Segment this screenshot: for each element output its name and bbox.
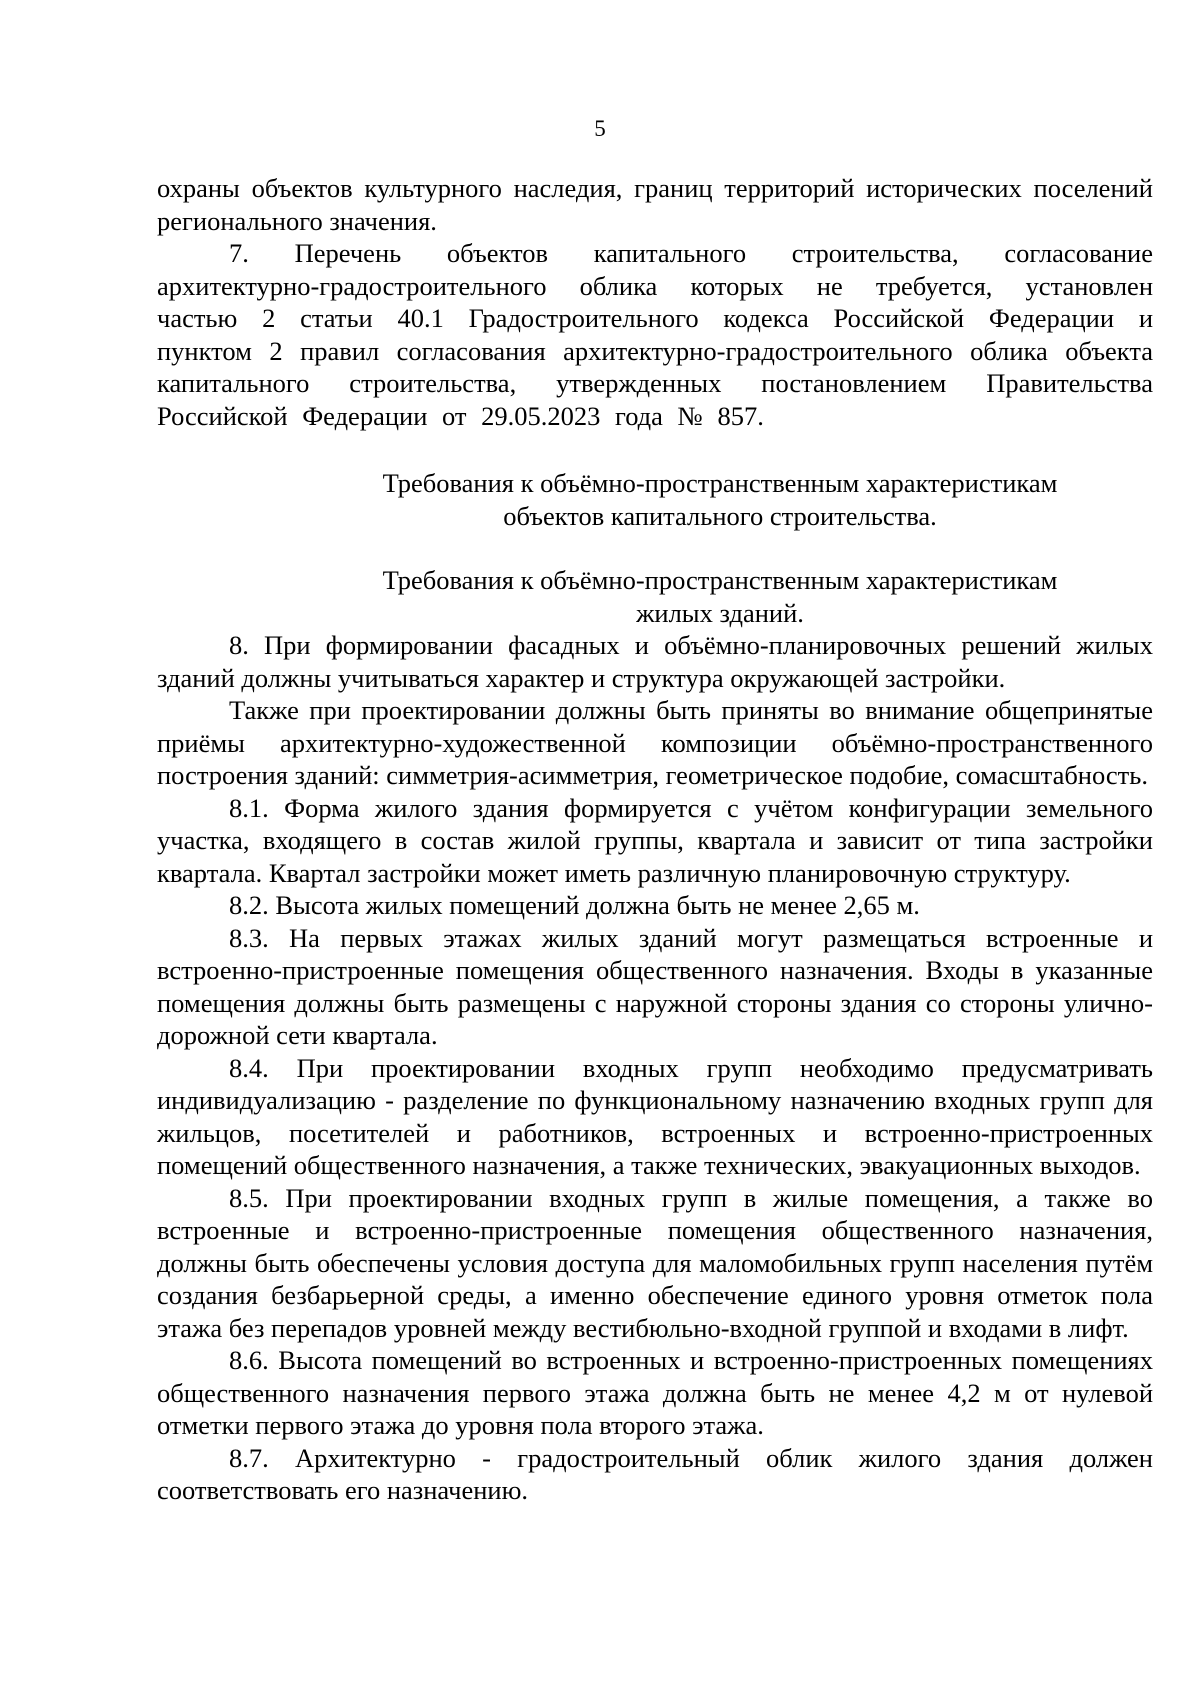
paragraph-item-8-5: 8.5. При проектировании входных групп в жилые помещения, а также во встроенные и встроенно-пристроенные помещения общественного назначения, должны быть обеспечены условия доступа для маломобильных групп населения путём создания безбарьерной среды, а именно обеспечение единого уровня отметок пола этажа без перепадов уровней между вестибюльно-входной группой и входами в лифт. [157,1182,1153,1343]
paragraph-item-8: 8. При формировании фасадных и объёмно-планировочных решений жилых зданий должны учитываться характер и структура окружающей застройки. [157,630,1153,693]
paragraph-item-8-4: 8.4. При проектировании входных групп необходимо предусматривать индивидуализацию - разделение по функциональному назначению входных групп для жильцов, посетителей и работников, встроенных и встроенно-пристроенных помещений общественного назначения, а также технических, эвакуационных выходов. [157,1052,1153,1180]
paragraph-item-8-1: 8.1. Форма жилого здания формируется с учётом конфигурации земельного участка, входящего в состав жилой группы, квартала и зависит от типа застройки квартала. Квартал застройки может иметь различную планировочную структуру. [157,792,1153,888]
paragraph-item-8-3: 8.3. На первых этажах жилых зданий могут размещаться встроенные и встроенно-пристроенные помещения общественного назначения. Входы в указанные помещения должны быть размещены с наружной стороны здания со стороны улично-дорожной сети квартала. [157,922,1153,1050]
document-body [157,172,1153,1507]
page-number: 5 [594,116,606,141]
paragraph-item-8-7: 8.7. Архитектурно - градостроительный облик жилого здания должен соответствовать его назначению. [157,1442,1153,1505]
paragraph-item-8-continued: Также при проектировании должны быть приняты во внимание общепринятые приёмы архитектурно-художественной композиции объёмно-пространственного построения зданий: симметрия-асимметрия, геометрическое подобие, сомасштабность. [157,695,1153,790]
paragraph-continuation: охраны объектов культурного наследия, границ территорий исторических поселений регионального значения. [157,173,1153,236]
paragraph-item-8-2: 8.2. Высота жилых помещений должна быть не менее 2,65 м. [229,890,920,920]
spacer [157,432,1153,467]
subsection-heading-line-1: Требования к объёмно-пространственным характеристикам [382,565,1058,595]
section-heading-line-2: объектов капитального строительства. [503,500,937,531]
section-heading-line-1: Требования к объёмно-пространственным характеристикам [382,468,1058,498]
subsection-heading-line-2: жилых зданий. [636,597,804,628]
paragraph-item-8-6: 8.6. Высота помещений во встроенных и встроенно-пристроенных помещениях общественного назначения первого этажа должна быть не менее 4,2 м от нулевой отметки первого этажа до уровня пола второго этажа. [157,1345,1153,1440]
spacer [157,532,1153,564]
paragraph-item-7: 7. Перечень объектов капитального строительства, согласование архитектурно-градостроительного облика которых не требуется, установлен частью 2 статьи 40.1 Градостроительного кодекса Российской Федерации и пунктом 2 правил согласования архитектурно-градостроительного облика объекта капитального строительства, утвержденных постановлением Правительства Российской Федерации от 29.05.2023 года № 857. [157,238,1153,431]
